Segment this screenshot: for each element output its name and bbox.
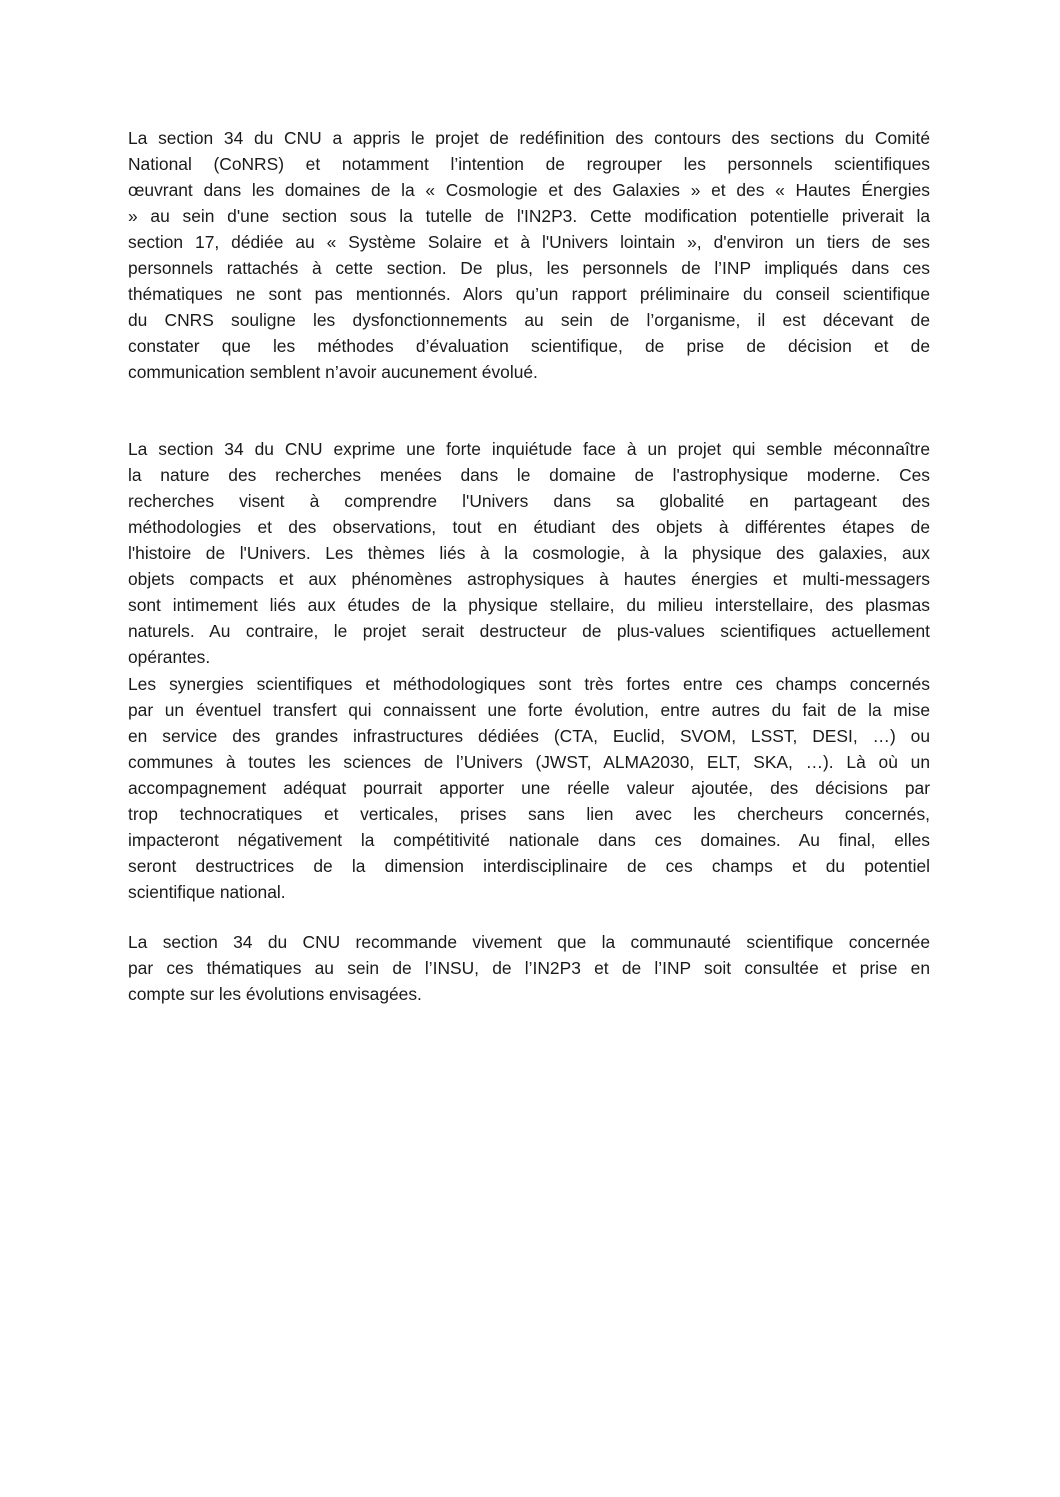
paragraph-2 — [128, 436, 930, 670]
text-line: méthodologies et des observations, tout en étudiant des objets à différentes étapes de — [128, 517, 930, 537]
text-line: communes à toutes les sciences de l’Univers (JWST, ALMA2030, ELT, SKA, …). Là où un — [128, 752, 930, 772]
text-line: objets compacts et aux phénomènes astrophysiques à hautes énergies et multi-messagers — [128, 569, 930, 589]
text-line: La section 34 du CNU a appris le projet de redéfinition des contours des sections du Comité — [128, 128, 930, 148]
paragraph-4 — [128, 929, 930, 1007]
text-line: trop technocratiques et verticales, prises sans lien avec les chercheurs concernés, — [128, 804, 930, 824]
text-line: la nature des recherches menées dans le domaine de l'astrophysique moderne. Ces — [128, 465, 930, 485]
text-line: accompagnement adéquat pourrait apporter une réelle valeur ajoutée, des décisions par — [128, 778, 930, 798]
text-line: opérantes. — [128, 647, 211, 667]
text-line: par ces thématiques au sein de l’INSU, de l’IN2P3 et de l’INP soit consultée et prise en — [128, 958, 930, 978]
text-line: recherches visent à comprendre l'Univers dans sa globalité en partageant des — [128, 491, 930, 511]
text-line: compte sur les évolutions envisagées. — [128, 984, 422, 1004]
text-line: La section 34 du CNU exprime une forte inquiétude face à un projet qui semble méconnaître — [128, 439, 930, 459]
text-line: par un éventuel transfert qui connaissent une forte évolution, entre autres du fait de la mise — [128, 700, 930, 720]
text-line: constater que les méthodes d’évaluation scientifique, de prise de décision et de — [128, 336, 930, 356]
text-line: » au sein d'une section sous la tutelle de l'IN2P3. Cette modification potentielle priverait la — [128, 206, 930, 226]
text-line: Les synergies scientifiques et méthodologiques sont très fortes entre ces champs concernés — [128, 674, 930, 694]
text-line: National (CoNRS) et notamment l’intention de regrouper les personnels scientifiques — [128, 154, 930, 174]
paragraph-3 — [128, 671, 930, 905]
text-line: scientifique national. — [128, 882, 286, 902]
text-line: seront destructrices de la dimension interdisciplinaire de ces champs et du potentiel — [128, 856, 930, 876]
text-line: La section 34 du CNU recommande vivement que la communauté scientifique concernée — [128, 932, 930, 952]
text-line: section 17, dédiée au « Système Solaire et à l'Univers lointain », d'environ un tiers de ses — [128, 232, 930, 252]
text-line: thématiques ne sont pas mentionnés. Alors qu’un rapport préliminaire du conseil scientifique — [128, 284, 930, 304]
text-line: naturels. Au contraire, le projet serait destructeur de plus-values scientifiques actuellement — [128, 621, 930, 641]
text-line: communication semblent n’avoir aucunement évolué. — [128, 362, 538, 382]
text-line: personnels rattachés à cette section. De plus, les personnels de l’INP impliqués dans ces — [128, 258, 930, 278]
paragraph-1 — [128, 125, 930, 385]
text-line: œuvrant dans les domaines de la « Cosmologie et des Galaxies » et des « Hautes Énergies — [128, 180, 930, 200]
text-line: en service des grandes infrastructures dédiées (CTA, Euclid, SVOM, LSST, DESI, …) ou — [128, 726, 930, 746]
text-line: l'histoire de l'Univers. Les thèmes liés à la cosmologie, à la physique des galaxies, aux — [128, 543, 930, 563]
text-line: sont intimement liés aux études de la physique stellaire, du milieu interstellaire, des plasmas — [128, 595, 930, 615]
text-line: impacteront négativement la compétitivité nationale dans ces domaines. Au final, elles — [128, 830, 930, 850]
text-line: du CNRS souligne les dysfonctionnements au sein de l’organisme, il est décevant de — [128, 310, 930, 330]
